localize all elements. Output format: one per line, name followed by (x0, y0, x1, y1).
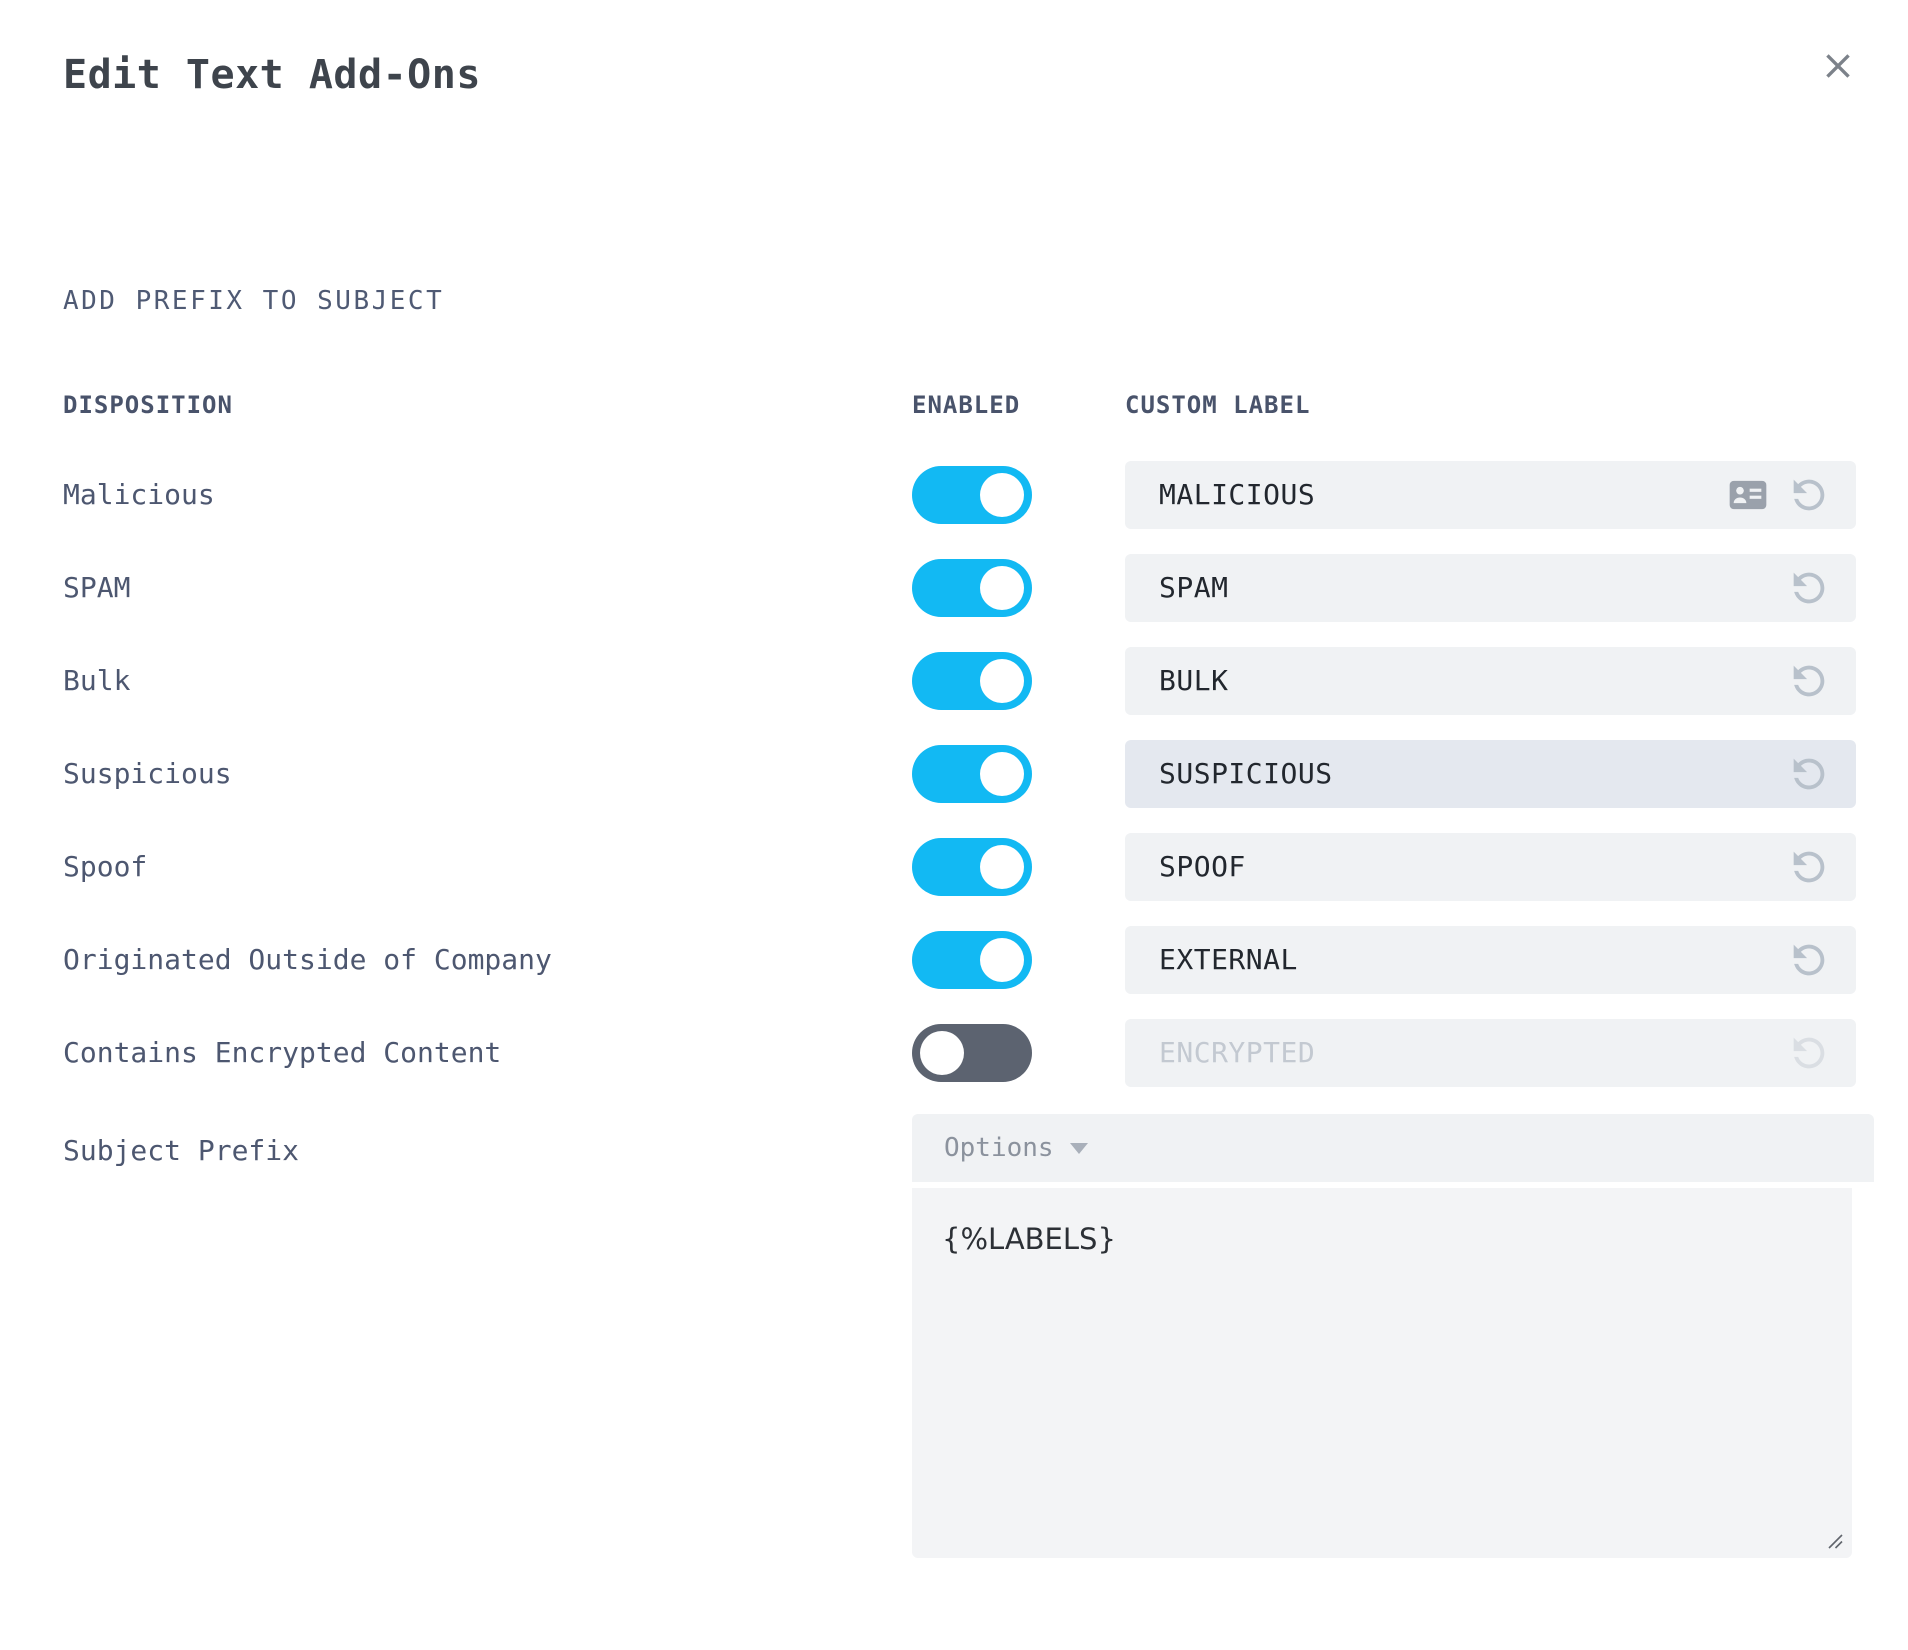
custom-label-field (1125, 647, 1856, 715)
table-row (0, 541, 1908, 634)
enabled-cell (912, 559, 1125, 617)
subject-prefix-label: Subject Prefix (63, 1134, 300, 1167)
toggle-knob (980, 473, 1024, 517)
enabled-toggle[interactable] (912, 1024, 1032, 1082)
table-row (0, 913, 1908, 1006)
enabled-cell (912, 466, 1125, 524)
enabled-toggle[interactable] (912, 745, 1032, 803)
custom-label-field (1125, 740, 1856, 808)
enabled-toggle[interactable] (912, 931, 1032, 989)
table-header (0, 380, 1908, 430)
enabled-toggle[interactable] (912, 466, 1032, 524)
dialog-title: Edit Text Add-Ons (63, 52, 481, 98)
reset-icon[interactable] (1786, 751, 1832, 797)
options-dropdown[interactable] (912, 1114, 1874, 1182)
enabled-cell (912, 652, 1125, 710)
custom-label-input[interactable] (1125, 833, 1856, 901)
custom-label-input[interactable] (1125, 554, 1856, 622)
enabled-cell (912, 1024, 1125, 1082)
table-row (0, 727, 1908, 820)
reset-icon[interactable] (1786, 844, 1832, 890)
custom-label-field (1125, 926, 1856, 994)
disposition-label: SPAM (63, 571, 131, 604)
subject-prefix-row (0, 1114, 1908, 1558)
enabled-toggle[interactable] (912, 652, 1032, 710)
reset-icon[interactable] (1786, 658, 1832, 704)
disposition-label: Bulk (63, 664, 131, 697)
disposition-label: Malicious (63, 478, 215, 511)
enabled-toggle[interactable] (912, 838, 1032, 896)
column-header-enabled: ENABLED (912, 391, 1021, 419)
column-header-disposition: DISPOSITION (63, 391, 233, 419)
reset-icon[interactable] (1786, 472, 1832, 518)
close-icon (1819, 47, 1857, 85)
toggle-knob (980, 566, 1024, 610)
enabled-toggle[interactable] (912, 559, 1032, 617)
table-row (0, 820, 1908, 913)
custom-label-input[interactable] (1125, 647, 1856, 715)
toggle-knob (920, 1031, 964, 1075)
reset-icon[interactable] (1786, 937, 1832, 983)
chevron-down-icon (1070, 1143, 1088, 1154)
toggle-knob (980, 845, 1024, 889)
table-row (0, 634, 1908, 727)
custom-label-field (1125, 1019, 1856, 1087)
subject-prefix-panel (912, 1114, 1856, 1558)
enabled-cell (912, 745, 1125, 803)
disposition-label: Spoof (63, 850, 148, 883)
prefix-table (0, 380, 1908, 1558)
reset-icon[interactable] (1786, 565, 1832, 611)
custom-label-input[interactable] (1125, 926, 1856, 994)
disposition-label: Contains Encrypted Content (63, 1036, 502, 1069)
toggle-knob (980, 938, 1024, 982)
subject-prefix-textarea[interactable] (912, 1188, 1852, 1558)
custom-label-field (1125, 833, 1856, 901)
reset-icon[interactable] (1786, 1030, 1832, 1076)
table-row (0, 448, 1908, 541)
section-heading: ADD PREFIX TO SUBJECT (63, 286, 445, 316)
custom-label-field (1125, 461, 1856, 529)
resize-handle-icon[interactable] (1825, 1531, 1845, 1551)
contact-card-icon[interactable] (1728, 478, 1768, 512)
toggle-knob (980, 659, 1024, 703)
options-label: Options (944, 1133, 1054, 1163)
toggle-knob (980, 752, 1024, 796)
disposition-label: Suspicious (63, 757, 232, 790)
enabled-cell (912, 931, 1125, 989)
custom-label-input[interactable] (1125, 740, 1856, 808)
custom-label-input[interactable] (1125, 1019, 1856, 1087)
custom-label-field (1125, 554, 1856, 622)
table-row (0, 1006, 1908, 1099)
disposition-label: Originated Outside of Company (63, 943, 552, 976)
table-body (0, 448, 1908, 1099)
column-header-custom-label: CUSTOM LABEL (1125, 391, 1311, 419)
close-button[interactable] (1808, 36, 1868, 96)
enabled-cell (912, 838, 1125, 896)
